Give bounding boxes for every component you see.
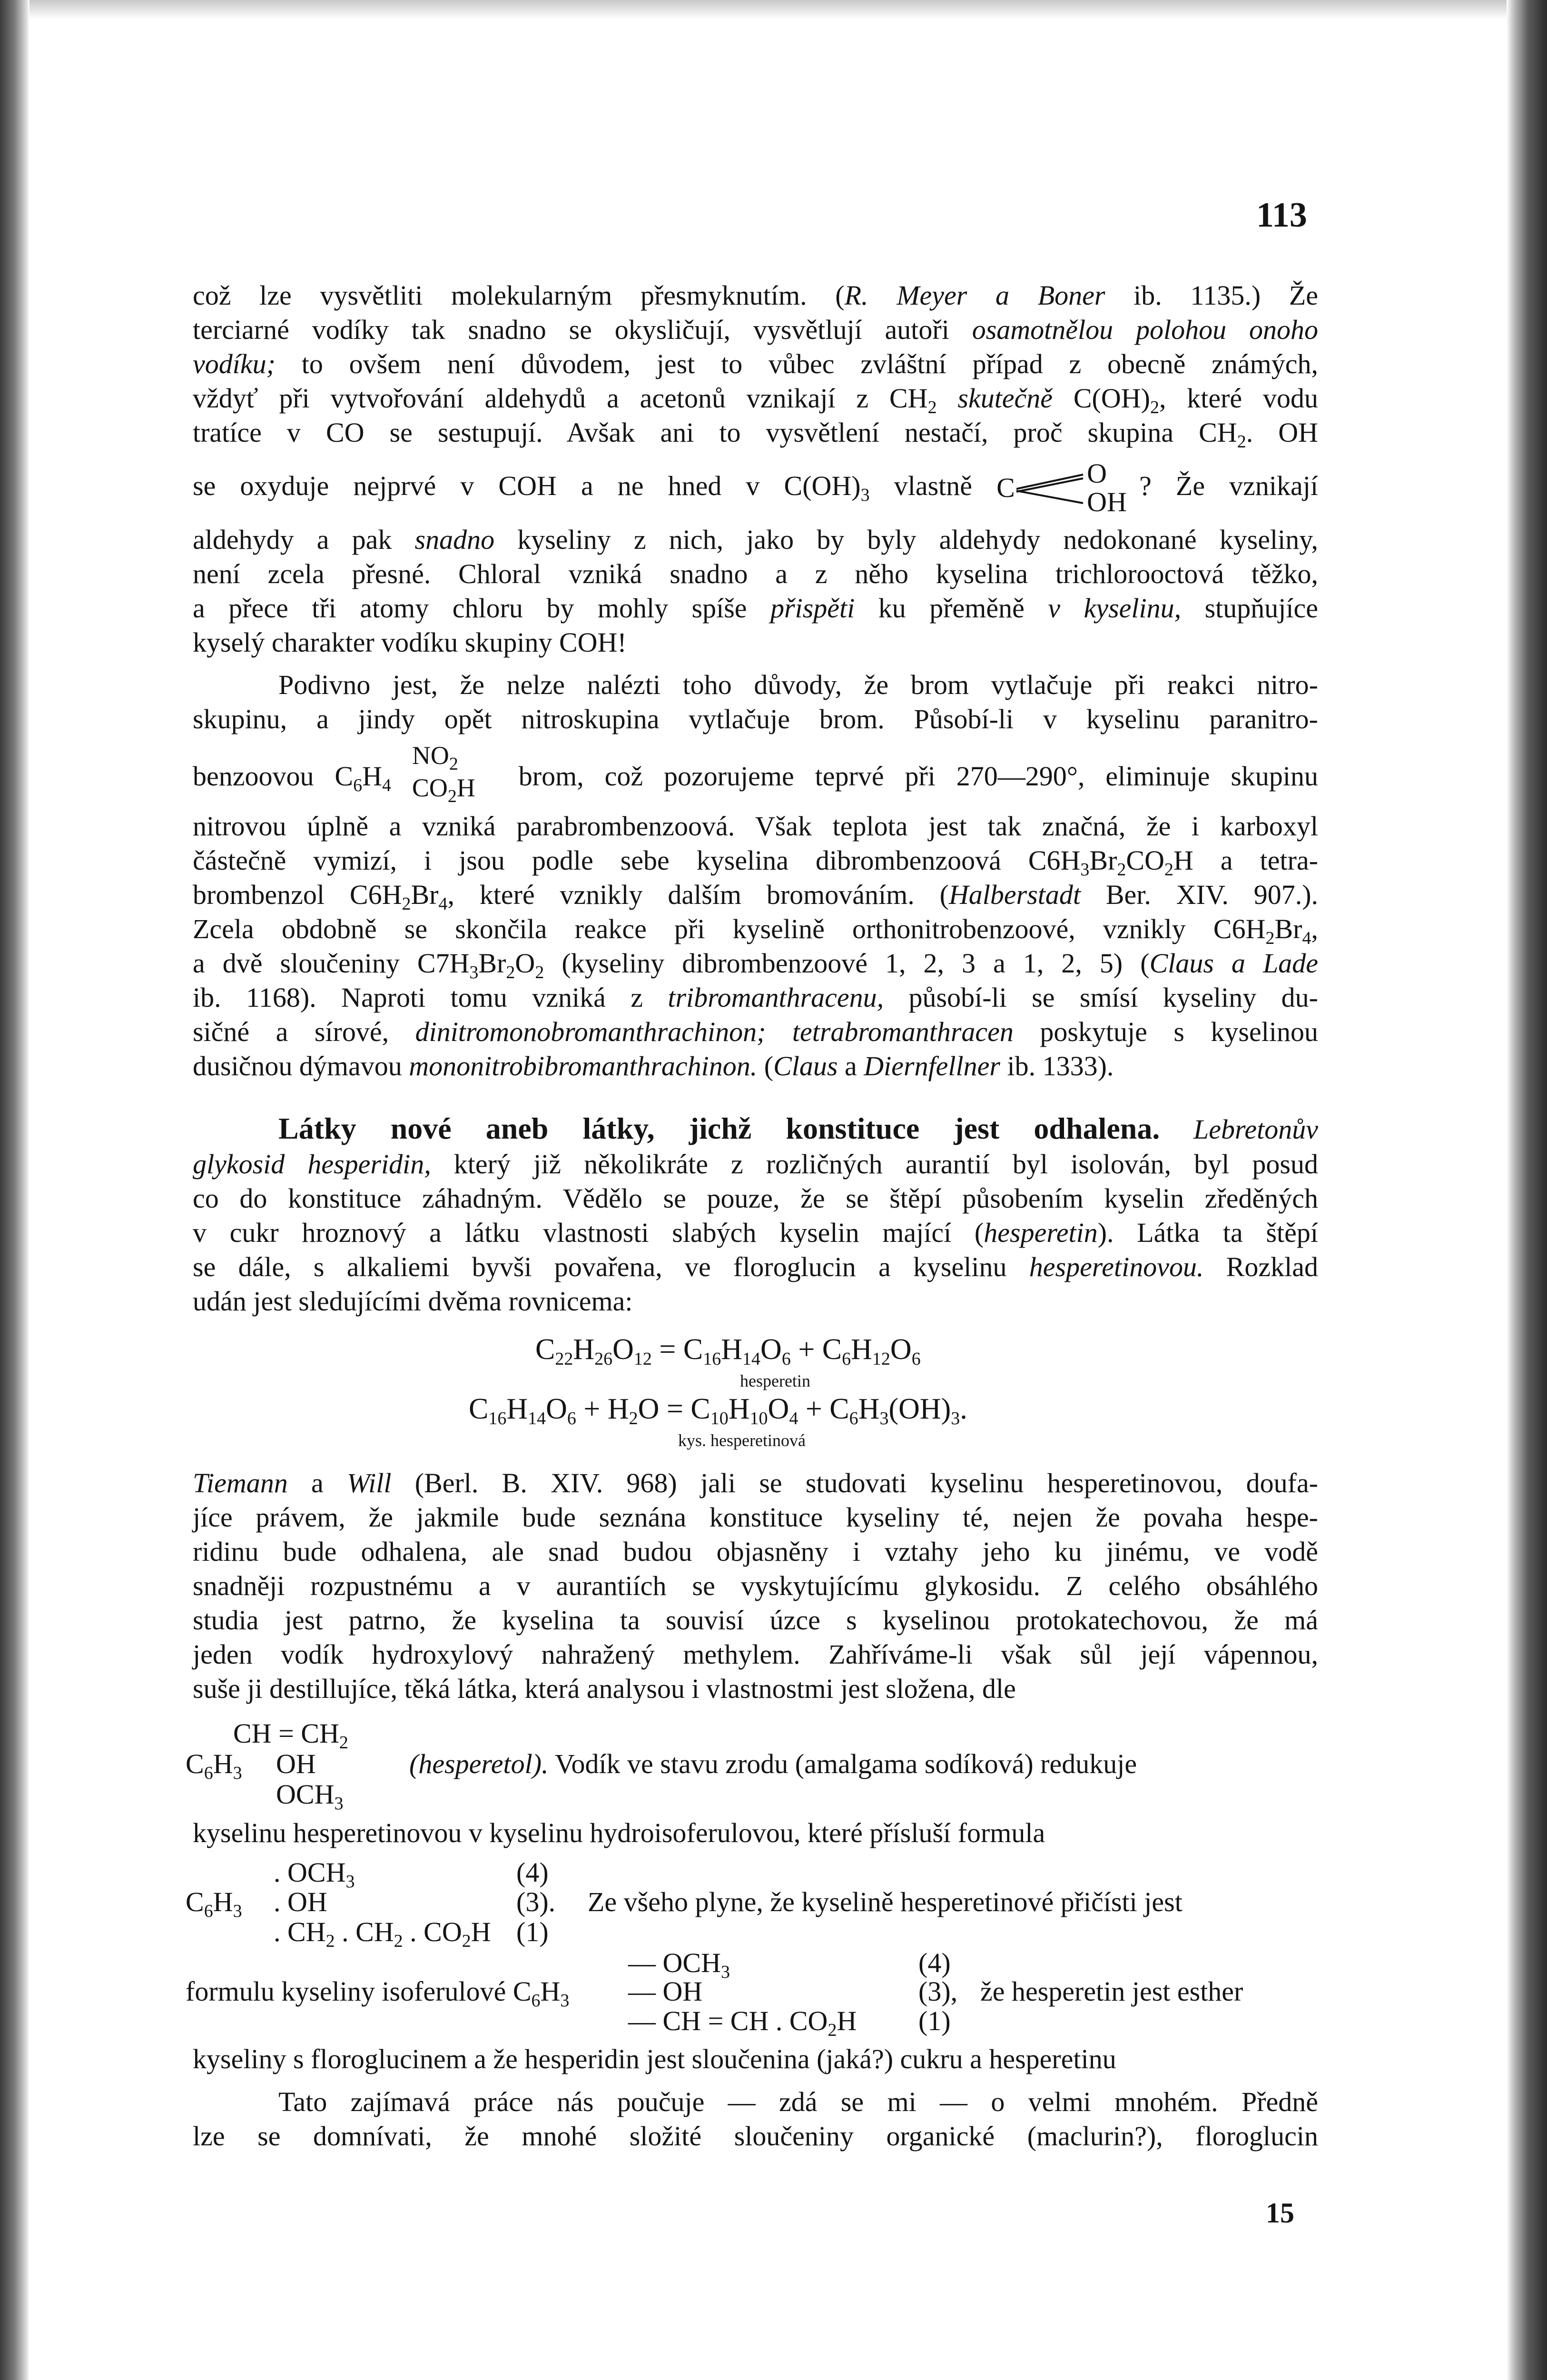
- p3-line-5: se dále, s alkaliemi byvši povařena, ve floroglucin a kyselinu hesperetinovou. Rozklad: [193, 1251, 1318, 1282]
- p4-line-3: ridinu bude odhalena, ale snad budou objasněny i vztahy jeho ku jinému, ve vodě: [193, 1536, 1318, 1567]
- formula1-mid: OH: [276, 1748, 316, 1779]
- scan-right-edge: [1507, 0, 1547, 2380]
- p1-line-1: což lze vysvětliti molekularným přesmyknutím. (R. Meyer a Boner ib. 1135.) Že: [193, 280, 1318, 311]
- page-number: 113: [1256, 196, 1307, 235]
- p1-line-4: vždyť při vytvořování aldehydů a acetonů vznikají z $CH_2$ skutečně $C(OH)_2$, které vodu: [193, 383, 1318, 417]
- p3-line-6: udán jest sledujícími dvěma rovnicema:: [193, 1286, 633, 1317]
- p3-line-3: co do konstituce záhadným. Vědělo se pouze, že se štěpí působením kyselin zředěných: [193, 1183, 1318, 1214]
- p2-line-10: sičné a sírové, dinitromonobromanthrachinon; tetrabromanthracen poskytuje s kyselinou: [193, 1016, 1318, 1047]
- formula2-left: $C_6H_3$: [186, 1886, 242, 1921]
- p2-line-4: nitrovou úplně a vzniká parabrombenzoová. Však teplota jest tak značná, že i karboxyl: [193, 811, 1318, 842]
- carboxyl-formula: C O OH: [996, 457, 1127, 517]
- formula3-pre: formulu kyseliny isoferulové $C_6H_3$: [186, 1976, 570, 2011]
- p6-line-1: kyseliny s floroglucinem a že hesperidin jest sloučenina (jaká?) cukru a hesperetinu: [193, 2043, 1116, 2074]
- formula1-top: CH = $CH_2$: [233, 1718, 348, 1753]
- formula3-top-n: (4): [918, 1947, 951, 1978]
- scan-left-edge: [0, 0, 30, 2380]
- p2-line-9: ib. 1168). Naproti tomu vzniká z tribromanthracenu, působí-li se smísí kyseliny du-: [193, 982, 1318, 1013]
- p1-line-5: tratíce v CO se sestupují. Avšak ani to vysvětlení nestačí, proč skupina $CH_2$. OH: [193, 417, 1319, 452]
- p1-line-2: terciarné vodíky tak snadno se okysličují, vysvětlují autoři osamotnělou polohou onoho: [193, 314, 1318, 345]
- formula2-mid: . OH: [274, 1886, 327, 1917]
- p1-line-3: vodíku; to ovšem není důvodem, jest to vůbec zvláštní případ z obecně známých,: [193, 348, 1318, 379]
- formula1-text: (hesperetol). Vodík ve stavu zrodu (amalgama sodíková) redukuje: [409, 1748, 1137, 1779]
- p1-line-9: a přece tři atomy chloru by mohly spíše přispěti ku přeměně v kyselinu, stupňujíce: [193, 593, 1318, 624]
- p4-line-7: suše ji destillujíce, těká látka, která analysou i vlastnostmi jest složena, dle: [193, 1673, 1016, 1704]
- formula3-bot: — CH = CH . $CO_2H$: [628, 2005, 857, 2040]
- carboxyl-bonds: [1016, 472, 1088, 505]
- formula1-left: $C_6H_3$: [186, 1748, 242, 1783]
- p2-line-11: dusičnou dýmavou mononitrobibromanthrachinon. (Claus a Diernfellner ib. 1333).: [193, 1051, 1114, 1081]
- formula2-top-n: (4): [516, 1857, 549, 1888]
- p2-line-7: Zcela obdobně se skončila reakce při kyselině orthonitrobenzoové, vznikly $C6H_2Br_4$,: [193, 913, 1318, 948]
- p4-line-1: Tiemann a Will (Berl. B. XIV. 968) jali se studovati kyselinu hesperetinovou, doufa-: [193, 1468, 1318, 1498]
- p4-line-2: jíce právem, že jakmile bude seznána konstituce kyseliny té, nejen že povaha hespe-: [193, 1502, 1318, 1533]
- equation-2: $C_{16}H_{14}O_6 + H_2O = C_{10}H_{10}O_4 + C_6H_3(OH)_3$.: [469, 1393, 967, 1428]
- p2-line-5: částečně vymizí, i jsou podle sebe kyselina dibrombenzoová $C6H_3Br_2CO_2H$ a tetra-: [193, 845, 1318, 880]
- p1-line-8: není zcela přesné. Chloral vzniká snadno a z něho kyselina trichlorooctová těžko,: [193, 558, 1318, 589]
- formula2-top: . $OCH_3$: [274, 1857, 355, 1892]
- p2-line-8: a dvě sloučeniny $C7H_3Br_2O_2$ (kyseliny dibrombenzoové 1, 2, 3 a 1, 2, 5) (Claus a Lade: [193, 948, 1318, 982]
- p2-line-1: Podivno jest, že nelze nalézti toho důvody, že brom vytlačuje při reakci nitro-: [278, 669, 1318, 700]
- formula2-mid-n: (3).: [516, 1886, 556, 1917]
- nitro-carboxyl-stack: $NO_2$ $CO_2H$: [412, 741, 475, 806]
- p3-line-1: Látky nové aneb látky, jichž konstituce jest odhalena. Lebretonův: [278, 1111, 1318, 1145]
- p4-line-5: studia jest patrno, že kyselina ta souvisí úzce s kyselinou protokatechovou, že má: [193, 1605, 1318, 1636]
- formula2-bot: . $CH_2$ . $CH_2$ . $CO_2H$: [274, 1916, 491, 1951]
- p3-line-2: glykosid hesperidin, který již několikráte z rozličných aurantií byl isolován, byl posud: [193, 1149, 1318, 1180]
- p4-line-6: jeden vodík hydroxylový nahražený methylem. Zahříváme-li však sůl její vápennou,: [193, 1639, 1318, 1670]
- p2-line-2: skupinu, a jindy opět nitroskupina vytlačuje brom. Působí-li v kyselinu paranitro-: [193, 704, 1318, 734]
- formula1-bot: $OCH_3$: [276, 1779, 344, 1814]
- scan-top-edge: [0, 0, 1547, 19]
- p2-line-6: brombenzol $C6H_2Br_4$, které vznikly dalším bromováním. (Halberstadt Ber. XIV. 907.).: [193, 879, 1319, 914]
- formula3-bot-n: (1): [918, 2005, 951, 2036]
- equation-2-label: kys. hesperetinová: [678, 1431, 806, 1450]
- section-heading: Látky nové aneb látky, jichž konstituce jest odhalena.: [278, 1111, 1160, 1145]
- formula2-bot-n: (1): [516, 1916, 549, 1947]
- p4-line-4: snadněji rozpustnému a v aurantiích se vyskytujícímu glykosidu. Z celého obsáhlého: [193, 1570, 1318, 1601]
- p7-line-1: Tato zajímavá práce nás poučuje — zdá se mi — o velmi mnohém. Předně: [278, 2086, 1318, 2117]
- equation-1: $C_{22}H_{26}O_{12} = C_{16}H_{14}O_6 + C_6H_{12}O_6$: [535, 1333, 921, 1369]
- equation-1-label: hesperetin: [740, 1371, 810, 1390]
- printer-signature: 15: [1266, 2197, 1294, 2229]
- p7-line-2: lze se domnívati, že mnohé složité sloučeniny organické (maclurin?), floroglucin: [193, 2121, 1318, 2152]
- p3-line-4: v cukr hroznový a látku vlastnosti slabých kyselin mající (hesperetin). Látka ta štěpí: [193, 1217, 1318, 1248]
- formula3-mid-n: (3),: [918, 1976, 958, 2007]
- formula2-text: Ze všeho plyne, že kyselině hesperetinové přičísti jest: [588, 1886, 1182, 1917]
- p1-line-7: aldehydy a pak snadno kyseliny z nich, jako by byly aldehydy nedokonané kyseliny,: [193, 524, 1318, 555]
- formula3-mid: — OH: [628, 1976, 703, 2007]
- p1-line-10: kyselý charakter vodíku skupiny COH!: [193, 627, 627, 658]
- p5-line-1: kyselinu hesperetinovou v kyselinu hydroisoferulovou, které přísluší formula: [193, 1817, 1045, 1848]
- p2-line-3: benzoovou $C_6H_4$ $NO_2$ $CO_2H$ brom, což pozorujeme teprvé při 270—290°, eliminuje skupinu: [193, 741, 1319, 806]
- p1-line-6: se oxyduje nejprvé v COH a ne hned v $C(OH)_3$ vlastně C O OH ? Že vznikají: [193, 457, 1319, 517]
- formula3-top: — $OCH_3$: [628, 1947, 730, 1982]
- formula3-text: že hesperetin jest esther: [980, 1976, 1243, 2007]
